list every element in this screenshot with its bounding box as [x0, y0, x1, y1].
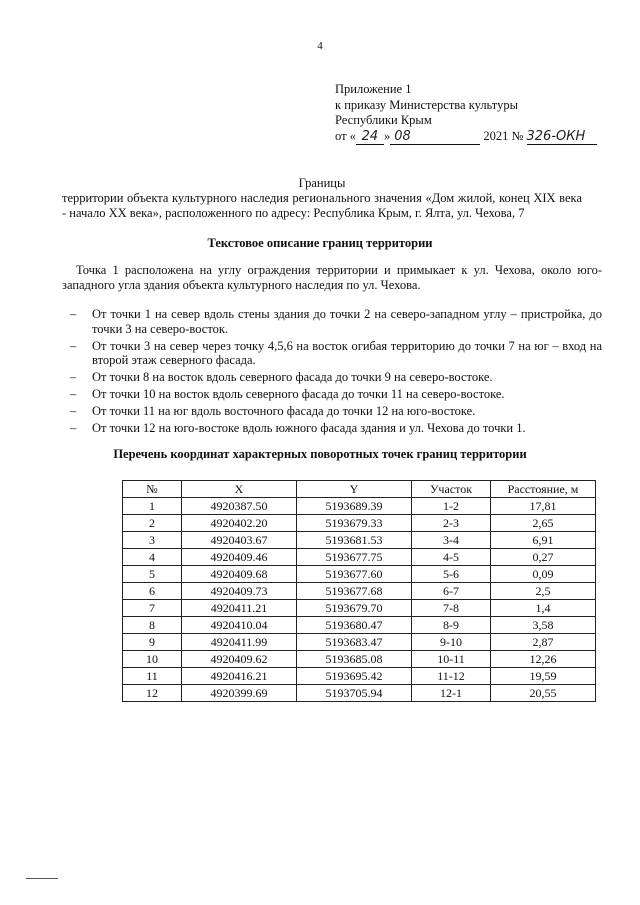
cell-x: 4920409.62	[182, 651, 297, 668]
list-item	[62, 339, 602, 369]
cell-x: 4920411.99	[182, 634, 297, 651]
appendix-order-ref: к приказу Министерства культуры	[335, 97, 518, 112]
list-item-text: От точки 10 на восток вдоль северного фасада до точки 11 на северо-востоке.	[92, 386, 505, 401]
bullet-dash: –	[70, 370, 77, 385]
cell-segment: 9-10	[412, 634, 491, 651]
list-item-text: От точки 11 на юг вдоль восточного фасада до точки 12 на юго-востоке.	[92, 403, 476, 418]
title-description: территории объекта культурного наследия регионального значения «Дом жилой, конец XIX века - начало XX века», расположенного по адресу: Республика Крым, г. Ялта, ул. Чехова, 7	[62, 191, 582, 220]
table-row	[123, 668, 596, 685]
bullet-dash: –	[70, 403, 77, 418]
year-label: 2021 №	[483, 128, 524, 143]
table-row	[123, 498, 596, 515]
cell-number: 4	[123, 549, 182, 566]
table-row	[123, 634, 596, 651]
appendix-block	[335, 82, 597, 145]
appendix-date-line	[335, 129, 597, 146]
list-item	[62, 370, 602, 385]
appendix-republic: Республики Крым	[335, 113, 432, 127]
table-row	[123, 549, 596, 566]
handwritten-order-number: 326-ОКН	[527, 129, 597, 146]
boundary-description-list	[62, 307, 602, 437]
cell-x: 4920403.67	[182, 532, 297, 549]
handwritten-month: 08	[390, 129, 480, 146]
cell-number: 1	[123, 498, 182, 515]
table-row	[123, 566, 596, 583]
cell-y: 5193681.53	[297, 532, 412, 549]
cell-segment: 10-11	[412, 651, 491, 668]
cell-segment: 12-1	[412, 685, 491, 702]
document-title	[62, 176, 582, 221]
cell-distance: 3,58	[491, 617, 596, 634]
cell-y: 5193677.68	[297, 583, 412, 600]
table-row	[123, 617, 596, 634]
handwritten-day: 24	[356, 129, 384, 146]
column-header-x: X	[182, 481, 297, 498]
cell-distance: 12,26	[491, 651, 596, 668]
title-heading: Границы	[298, 176, 346, 190]
cell-x: 4920416.21	[182, 668, 297, 685]
cell-x: 4920411.21	[182, 600, 297, 617]
cell-number: 11	[123, 668, 182, 685]
cell-y: 5193683.47	[297, 634, 412, 651]
list-item	[62, 404, 602, 419]
cell-y: 5193695.42	[297, 668, 412, 685]
table-section-heading: Перечень координат характерных поворотных точек границ территории	[113, 447, 527, 461]
table-row	[123, 532, 596, 549]
cell-segment: 2-3	[412, 515, 491, 532]
bullet-dash: –	[70, 420, 77, 435]
coordinates-table	[122, 480, 596, 702]
cell-x: 4920409.46	[182, 549, 297, 566]
table-row	[123, 515, 596, 532]
cell-number: 8	[123, 617, 182, 634]
date-close-quote: »	[383, 128, 391, 143]
bullet-dash: –	[70, 338, 77, 353]
table-row	[123, 583, 596, 600]
table-body	[123, 498, 596, 702]
cell-distance: 1,4	[491, 600, 596, 617]
list-item-text: От точки 1 на север вдоль стены здания до точки 2 на северо-западном углу – пристройка, до точки 3 на северо-восток.	[92, 307, 602, 336]
column-header-distance: Расстояние, м	[491, 481, 596, 498]
bullet-dash: –	[70, 386, 77, 401]
cell-distance: 20,55	[491, 685, 596, 702]
cell-y: 5193679.33	[297, 515, 412, 532]
cell-y: 5193677.60	[297, 566, 412, 583]
column-header-number: №	[123, 481, 182, 498]
date-prefix: от «	[335, 128, 356, 143]
footer-divider	[26, 878, 58, 879]
text-section-heading: Текстовое описание границ территории	[207, 236, 433, 250]
cell-number: 10	[123, 651, 182, 668]
cell-x: 4920402.20	[182, 515, 297, 532]
list-item-text: От точки 8 на восток вдоль северного фасада до точки 9 на северо-востоке.	[92, 370, 493, 385]
table-row	[123, 600, 596, 617]
cell-y: 5193689.39	[297, 498, 412, 515]
list-item-text: От точки 12 на юго-востоке вдоль южного фасада здания и ул. Чехова до точки 1.	[92, 420, 526, 435]
cell-x: 4920399.69	[182, 685, 297, 702]
cell-segment: 11-12	[412, 668, 491, 685]
cell-distance: 0,27	[491, 549, 596, 566]
cell-segment: 1-2	[412, 498, 491, 515]
cell-x: 4920410.04	[182, 617, 297, 634]
cell-segment: 3-4	[412, 532, 491, 549]
cell-number: 6	[123, 583, 182, 600]
cell-number: 5	[123, 566, 182, 583]
cell-distance: 6,91	[491, 532, 596, 549]
cell-segment: 4-5	[412, 549, 491, 566]
cell-segment: 7-8	[412, 600, 491, 617]
cell-y: 5193705.94	[297, 685, 412, 702]
list-item-text: От точки 3 на север через точку 4,5,6 на восток огибая территорию до точки 7 на юг – вход на второй этаж северного фасада.	[92, 338, 602, 368]
cell-number: 2	[123, 515, 182, 532]
cell-y: 5193680.47	[297, 617, 412, 634]
cell-number: 9	[123, 634, 182, 651]
intro-paragraph: Точка 1 расположена на углу ограждения территории и примыкает к ул. Чехова, около юго-западного угла здания объекта культурного наследия по ул. Чехова.	[62, 263, 602, 292]
bullet-dash: –	[70, 307, 77, 321]
page-number: 4	[317, 40, 323, 52]
cell-y: 5193677.75	[297, 549, 412, 566]
cell-distance: 0,09	[491, 566, 596, 583]
cell-number: 7	[123, 600, 182, 617]
cell-distance: 17,81	[491, 498, 596, 515]
appendix-title: Приложение 1	[335, 82, 412, 96]
table-row	[123, 685, 596, 702]
list-item	[62, 387, 602, 402]
table-row	[123, 651, 596, 668]
cell-distance: 2,87	[491, 634, 596, 651]
cell-x: 4920409.68	[182, 566, 297, 583]
column-header-segment: Участок	[412, 481, 491, 498]
cell-number: 3	[123, 532, 182, 549]
cell-distance: 19,59	[491, 668, 596, 685]
cell-x: 4920387.50	[182, 498, 297, 515]
cell-distance: 2,65	[491, 515, 596, 532]
cell-segment: 5-6	[412, 566, 491, 583]
cell-y: 5193679.70	[297, 600, 412, 617]
cell-x: 4920409.73	[182, 583, 297, 600]
cell-y: 5193685.08	[297, 651, 412, 668]
cell-distance: 2,5	[491, 583, 596, 600]
list-item	[62, 421, 602, 436]
list-item	[62, 307, 602, 337]
cell-segment: 8-9	[412, 617, 491, 634]
column-header-y: Y	[297, 481, 412, 498]
cell-number: 12	[123, 685, 182, 702]
table-header-row	[123, 481, 596, 498]
cell-segment: 6-7	[412, 583, 491, 600]
